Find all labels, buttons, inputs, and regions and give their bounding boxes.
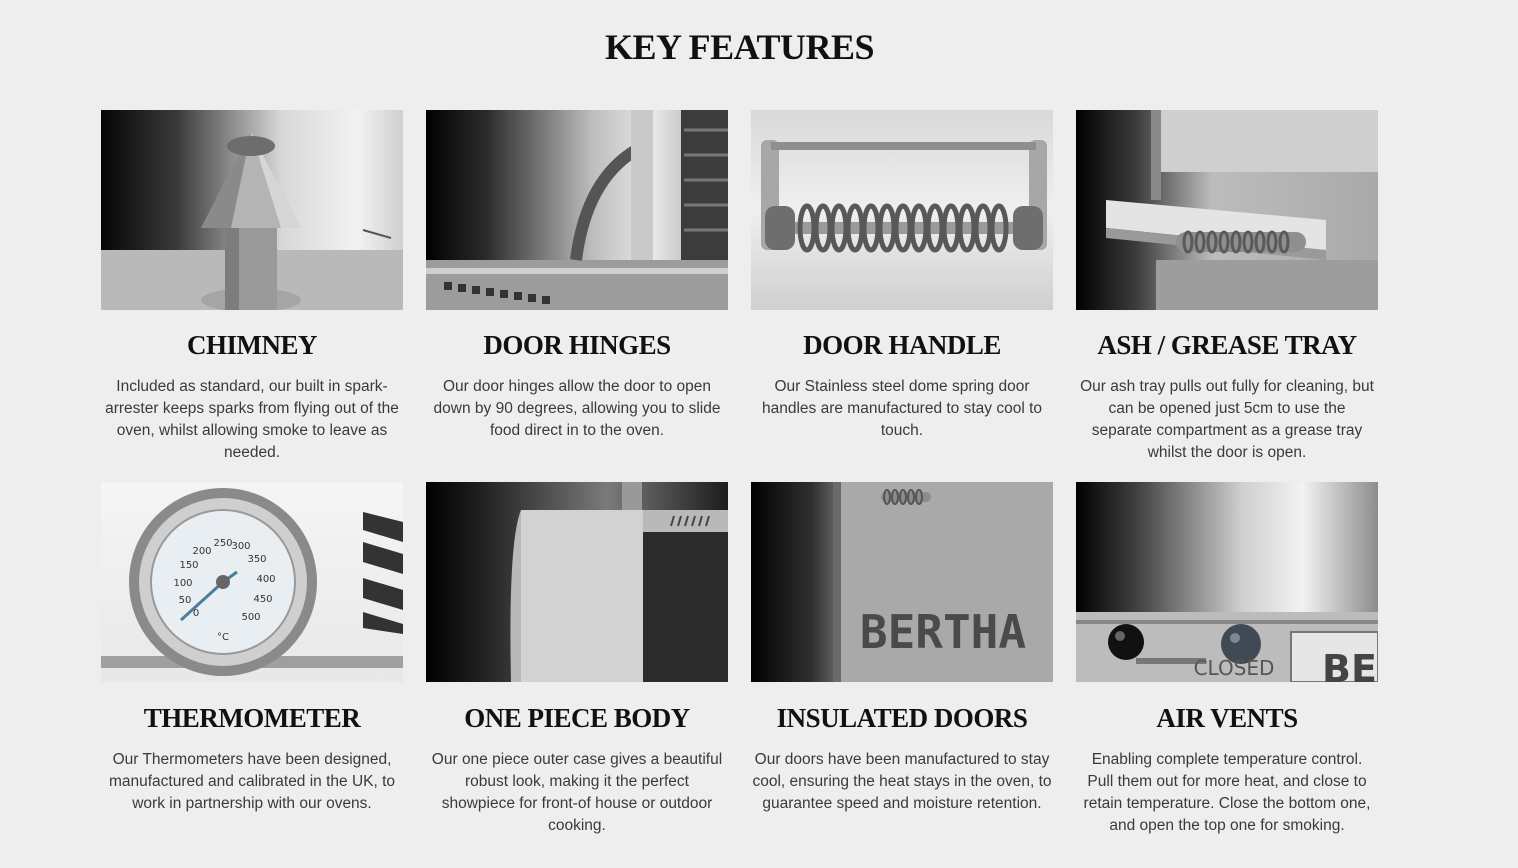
oven-door-photo (751, 482, 1053, 682)
feature-card-door-handle (751, 110, 1053, 482)
air-vents-photo (1076, 482, 1378, 682)
feature-title: DOOR HINGES (483, 330, 671, 360)
feature-description: Our doors have been manufactured to stay cool, ensuring the heat stays in the oven, to guarantee speed and moisture retention. (752, 751, 1052, 812)
feature-title: ASH / GREASE TRAY (1097, 330, 1357, 360)
feature-title: ONE PIECE BODY (464, 703, 690, 733)
feature-card-insulated-doors (751, 482, 1053, 837)
feature-title: THERMOMETER (143, 703, 361, 733)
dial-label: 400 (256, 574, 276, 585)
feature-title: DOOR HANDLE (803, 330, 1001, 360)
feature-description: Our ash tray pulls out fully for cleaning, but can be opened just 5cm to use the separate compartment as a grease tray whilst the door is open. (1080, 378, 1374, 461)
feature-title: CHIMNEY (187, 330, 317, 360)
feature-description: Our one piece outer case gives a beautiful robust look, making it the perfect showpiece for front-of house or outdoor cooking. (431, 751, 723, 834)
dial-label: 250 (213, 538, 233, 549)
feature-description: Enabling complete temperature control. Pull them out for more heat, and close to retain temperature. Close the bottom one, and open the top one for smoking. (1083, 751, 1371, 834)
brand-fragment-text: BE (1322, 647, 1377, 682)
feature-description: Our door hinges allow the door to open down by 90 degrees, allowing you to slide food direct in to the oven. (433, 378, 721, 439)
chimney-photo (101, 110, 403, 310)
dial-unit: °C (217, 632, 229, 643)
dial-label: 300 (231, 541, 251, 552)
features-grid (101, 110, 1378, 837)
vent-status-text: CLOSED (1193, 656, 1275, 680)
dial-label: 150 (179, 560, 199, 571)
feature-description: Included as standard, our built in spark-arrester keeps sparks from flying out of the oven, whilst allowing smoke to leave as needed. (105, 378, 399, 461)
door-brand-text: BERTHA (859, 605, 1027, 659)
feature-title: INSULATED DOORS (776, 703, 1028, 733)
feature-card-air-vents (1076, 482, 1378, 837)
feature-card-chimney (101, 110, 403, 482)
thermometer-photo (101, 482, 403, 682)
dial-label: 500 (241, 612, 261, 623)
ash-tray-photo (1076, 110, 1378, 310)
feature-card-thermometer (101, 482, 403, 837)
door-hinges-photo (426, 110, 728, 310)
door-handle-photo (751, 110, 1053, 310)
feature-description: Our Thermometers have been designed, manufactured and calibrated in the UK, to work in partnership with our ovens. (108, 751, 396, 812)
dial-label: 350 (247, 554, 267, 565)
dial-label: 100 (173, 578, 193, 589)
dial-label: 200 (192, 546, 212, 557)
feature-card-door-hinges (426, 110, 728, 482)
dial-label: 50 (178, 595, 192, 606)
page-title: KEY FEATURES (604, 27, 875, 67)
feature-card-one-piece-body (426, 482, 728, 837)
feature-title: AIR VENTS (1156, 703, 1298, 733)
feature-card-ash-grease-tray (1076, 110, 1378, 482)
feature-description: Our Stainless steel dome spring door handles are manufactured to stay cool to touch. (761, 378, 1043, 439)
dial-label: 450 (253, 594, 273, 605)
dial-label: 0 (192, 608, 200, 619)
oven-body-photo (426, 482, 728, 682)
